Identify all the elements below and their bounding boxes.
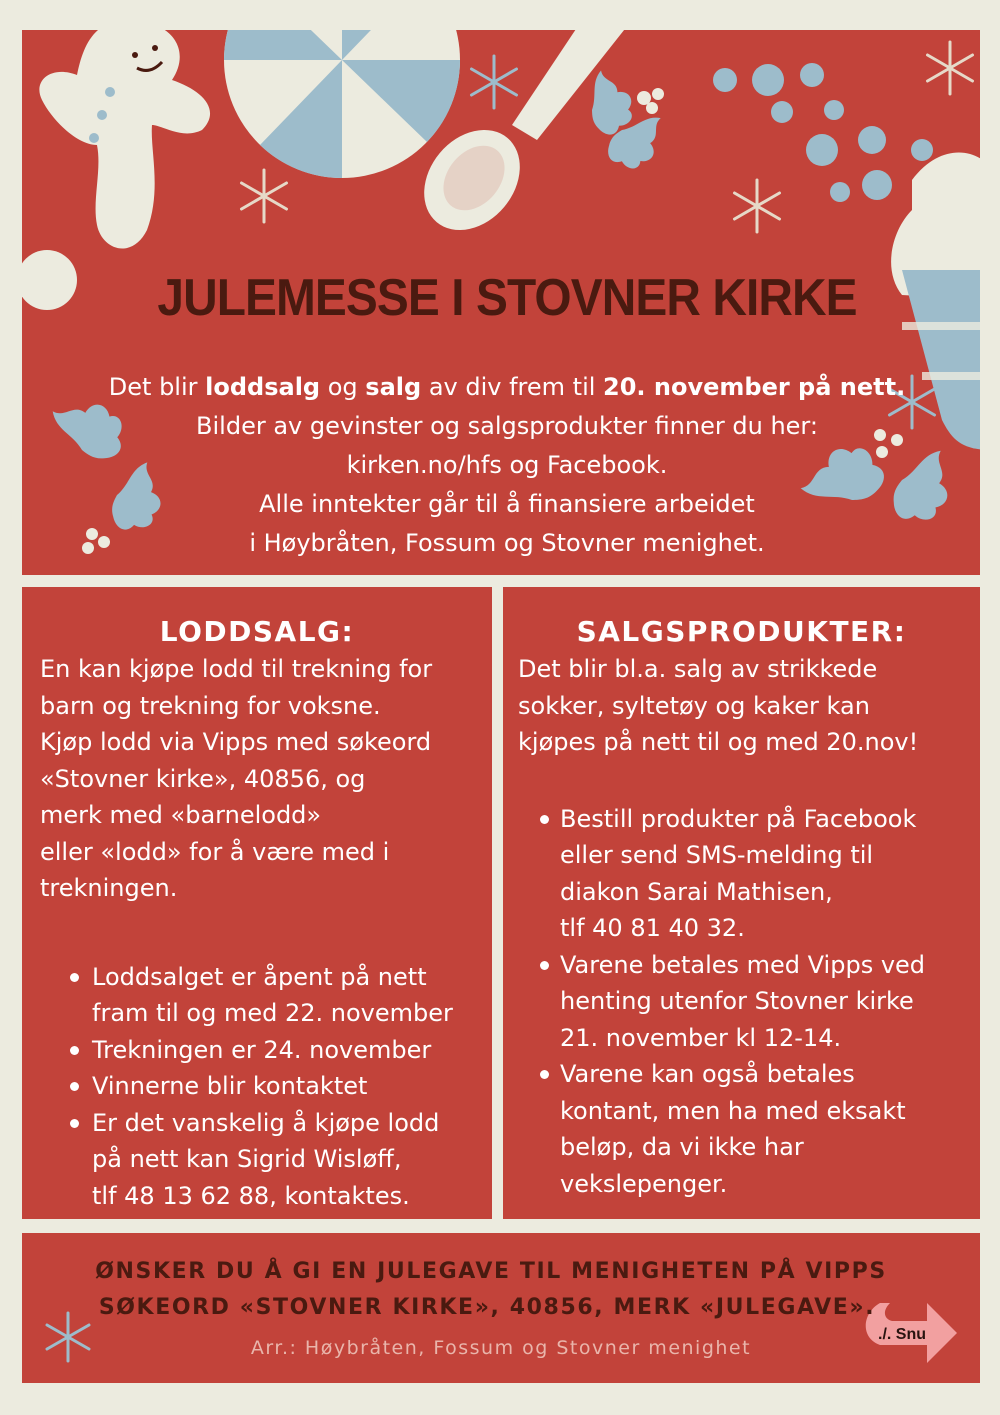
loddsalg-paragraph: En kan kjøpe lodd til trekning for barn og trekning for voksne. Kjøp lodd via Vipps med søkeord «Stovner kirke», 40856, og merk med «barnelodd» eller «lodd» for å være med i trekningen. [40,655,433,902]
list-item: Er det vanskelig å kjøpe lodd på nett kan Sigrid Wisløff, tlf 48 13 62 88, kontaktes. [40,1105,484,1215]
salgsprodukter-paragraph: Det blir bl.a. salg av strikkede sokker, syltetøy og kaker kan kjøpes på nett til og med 20.nov! [518,655,919,756]
divider [22,1221,970,1229]
footer-line-2: SØKEORD «STOVNER KIRKE», 40856, MERK «JULEGAVE». [98,1295,876,1320]
loddsalg-body [40,651,484,1214]
loddsalg-panel [22,587,492,1219]
gingerbread-icon [39,30,210,249]
salgsprodukter-body [518,651,972,1202]
list-item: Varene betales med Vipps ved henting utenfor Stovner kirke 21. november kl 12-14. [518,947,972,1057]
list-item: Bestill produkter på Facebook eller send SMS-melding til diakon Sarai Mathisen, tlf 40 81 40 32. [518,801,972,947]
intro-line-1: Det blir loddsalg og salg av div frem til 20. november på nett. [108,373,906,401]
turn-page-label: ./. Snu [878,1326,926,1343]
intro-text [52,368,962,563]
snowflake-icon [472,56,517,108]
organizer-text: Arr.: Høybråten, Fossum og Stovner menighet [250,1337,752,1359]
cream-dot [22,250,77,310]
snowflake-icon [928,42,973,94]
footer-line-1: ØNSKER DU Å GI EN JULEGAVE TIL MENIGHETEN PÅ VIPPS [95,1259,887,1284]
footer-panel [22,1233,980,1383]
holly-icon [578,64,675,179]
snowflake-icon [242,170,287,222]
salgsprodukter-title: SALGSPRODUKTER: [576,615,907,648]
loddsalg-title: LODDSALG: [159,615,355,648]
intro-line-2: Bilder av gevinster og salgsprodukter finner du her: [196,412,818,440]
header-panel [22,30,980,575]
salgsprodukter-bullet-list [518,801,972,1203]
list-item: Vinnerne blir kontaktet [40,1068,484,1105]
list-item: Varene kan også betales kontant, men ha med eksakt beløp, da vi ikke har vekslepenger. [518,1056,972,1202]
list-item: Loddsalget er åpent på nett fram til og med 22. november [40,959,484,1032]
intro-line-4: Alle inntekter går til å finansiere arbeidet [259,490,755,518]
loddsalg-bullet-list [40,959,484,1215]
list-item: Trekningen er 24. november [40,1032,484,1069]
peppermint-candy-icon [224,30,460,178]
intro-line-3: kirken.no/hfs og Facebook. [346,451,668,479]
snowflake-icon [735,180,780,232]
intro-line-5: i Høybråten, Fossum og Stovner menighet. [249,529,765,557]
berries-icon [713,63,933,202]
page-title: JULEMESSE I STOVNER KIRKE [157,269,857,327]
salgsprodukter-panel [503,587,980,1219]
